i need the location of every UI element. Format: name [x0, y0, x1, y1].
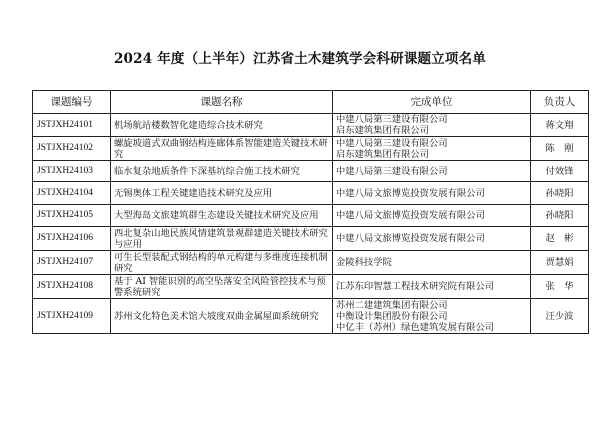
project-unit [333, 205, 531, 227]
project-code: JSTJXH24102 [33, 137, 111, 161]
table-row [33, 251, 589, 275]
table-row [33, 275, 589, 299]
unit-line: 中建八局文旅博览投资发展有限公司 [336, 210, 485, 221]
project-code: JSTJXH24109 [33, 299, 111, 334]
project-unit [333, 227, 531, 251]
project-leader: 贾慧娟 [531, 251, 589, 275]
table-row [33, 114, 589, 137]
unit-line: 中建八局第三建设有限公司 [336, 165, 448, 177]
project-name: 可生长型装配式钢结构的单元构建与多维度连接机制研究 [111, 251, 333, 275]
project-leader: 张 华 [531, 275, 589, 299]
unit-line: 金陵科技学院 [336, 257, 392, 268]
unit-line: 苏州二建建筑集团有限公司 [336, 299, 448, 311]
header-name: 课题名称 [111, 91, 333, 114]
unit-line: 中衡设计集团股份有限公司 [336, 310, 448, 322]
project-leader: 汪少波 [531, 299, 589, 334]
header-code: 课题编号 [33, 91, 111, 114]
project-name: 苏州文化特色美术馆大坡度双曲金属屋面系统研究 [111, 299, 333, 334]
table-row [33, 182, 589, 205]
project-unit [333, 275, 531, 299]
project-leader: 赵 彬 [531, 227, 589, 251]
unit-line: 启东建筑集团有限公司 [336, 148, 429, 160]
project-code: JSTJXH24108 [33, 275, 111, 299]
table-row [33, 205, 589, 227]
project-name: 螺旋坡道式双曲钢结构连廊体系智能建造关键技术研究 [111, 137, 333, 161]
project-name: 临水复杂地质条件下深基坑综合施工技术研究 [111, 161, 333, 182]
project-name: 大型海岛文旅建筑群生态建设关键技术研究及应用 [111, 205, 333, 227]
project-code: JSTJXH24107 [33, 251, 111, 275]
project-name: 基于 AI 智能识别的高空坠落安全风险管控技术与预警系统研究 [111, 275, 333, 299]
document-title: 2024 年度（上半年）江苏省土木建筑学会科研课题立项名单 [113, 51, 487, 67]
unit-line: 中建八局第三建设有限公司 [336, 114, 448, 125]
table-row [33, 227, 589, 251]
project-leader: 付效锋 [531, 161, 589, 182]
project-leader: 蒋文翔 [531, 114, 589, 137]
project-unit [333, 299, 531, 334]
project-unit [333, 137, 531, 161]
unit-line: 中建八局文旅博览投资发展有限公司 [336, 233, 485, 244]
project-leader: 孙晓阳 [531, 182, 589, 205]
project-unit [333, 251, 531, 275]
project-leader: 陈 刚 [531, 137, 589, 161]
header-leader: 负责人 [531, 91, 589, 114]
project-code: JSTJXH24101 [33, 114, 111, 137]
table-row [33, 137, 589, 161]
project-name: 机场航站楼数智化建造综合技术研究 [111, 114, 333, 137]
project-code: JSTJXH24105 [33, 205, 111, 227]
project-name: 西北复杂山地民族风情建筑景观群建造关键技术研究与应用 [111, 227, 333, 251]
project-code: JSTJXH24103 [33, 161, 111, 182]
unit-line: 中建八局文旅博览投资发展有限公司 [336, 187, 485, 199]
unit-line: 江苏东印智慧工程技术研究院有限公司 [336, 281, 495, 292]
unit-line: 中建八局第三建设有限公司 [336, 137, 448, 149]
project-code: JSTJXH24104 [33, 182, 111, 205]
project-unit [333, 161, 531, 182]
project-code: JSTJXH24106 [33, 227, 111, 251]
project-leader: 孙晓阳 [531, 205, 589, 227]
project-name: 无锡奥体工程关键建造技术研究及应用 [111, 182, 333, 205]
table-row [33, 299, 589, 334]
unit-line: 启东建筑集团有限公司 [336, 125, 429, 136]
table-header-row [33, 91, 589, 114]
project-unit [333, 114, 531, 137]
unit-line: 中亿丰（苏州）绿色建筑发展有限公司 [336, 321, 495, 333]
project-unit [333, 182, 531, 205]
table-row [33, 161, 589, 182]
header-unit: 完成单位 [333, 91, 531, 114]
project-list-table [32, 90, 589, 334]
